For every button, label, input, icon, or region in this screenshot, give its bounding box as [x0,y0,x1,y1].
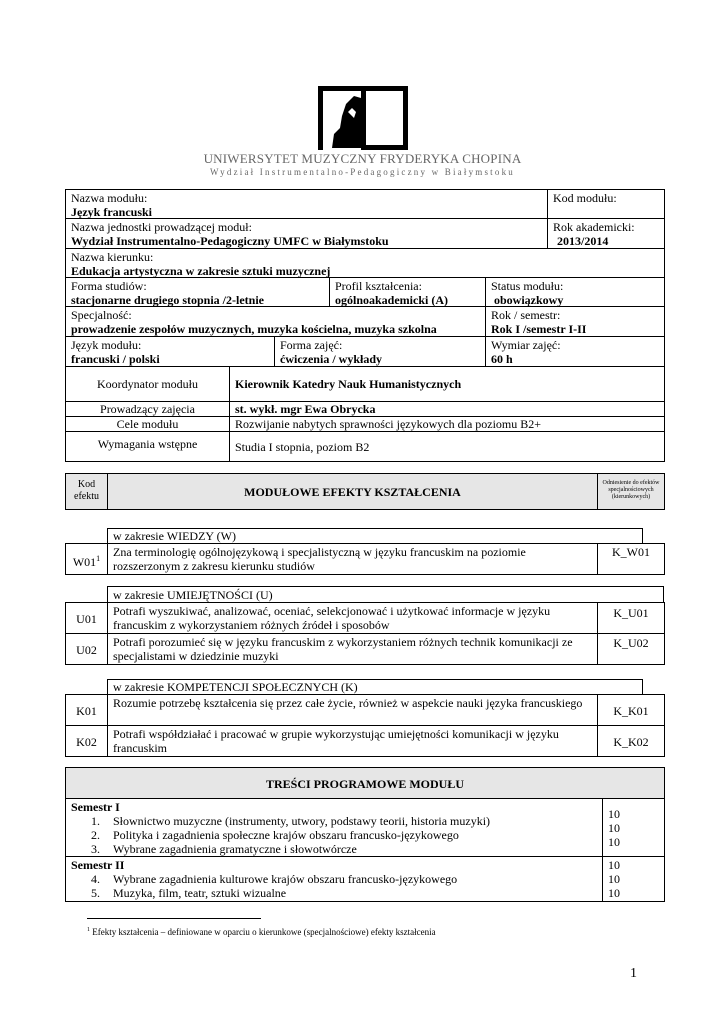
item-number: 3. [91,842,100,856]
program-title-cell [65,767,665,799]
status-value: obowiązkowy [494,293,564,307]
footnote-divider [87,918,261,919]
effects-title: MODUŁOWE EFEKTY KSZTAŁCENIA [244,485,461,499]
speciality-value: prowadzenie zespołów muzycznych, muzyka kościelna, muzyka szkolna [71,322,437,336]
semester2-label: Semestr II [71,858,125,872]
effect-text-w01-text: Zna terminologię ogólnojęzykową i specjalistyczną w języku francuskim na poziomie rozszerzonym z zakresu kierunku studiów [113,545,526,573]
effect-ref-u02 [597,633,665,665]
coordinator-value-cell [229,366,665,402]
effect-ref-u02-text: K_U02 [613,636,649,650]
teacher-value: st. wykł. mgr Ewa Obrycka [235,402,376,416]
year-semester-value: Rok I /semestr I-II [491,322,587,336]
effect-code-u02-text: U02 [76,643,97,657]
year-semester-cell [485,306,665,337]
hours-value: 10 [608,886,620,900]
academic-year-value: 2013/2014 [557,234,609,248]
effect-code-w01 [65,543,108,575]
item-number: 5. [91,886,100,900]
requirements-value: Studia I stopnia, poziom B2 [235,440,370,454]
effect-code-k02-text: K02 [76,735,97,749]
semester1-label: Semestr I [71,800,120,814]
faculty-name: Wydział Instrumentalno-Pedagogiczny w Białymstoku [210,167,515,177]
item-text: Słownictwo muzyczne (instrumenty, utwory, podstawy teorii, historia muzyki) [113,814,491,828]
hours-cell [485,336,665,367]
item-number: 1. [91,814,100,828]
hours-value: 10 [608,807,620,821]
footnote-mark: 1 [87,927,90,933]
semester2-item-4 [71,872,597,886]
module-code-cell [547,189,665,219]
effect-text-k01-text: Rozumie potrzebę kształcenia się przez całe życie, również w aspekcie nauki języka francuskiego [113,696,583,710]
profile-label: Profil kształcenia: [335,279,422,293]
effect-code-u02 [65,633,108,665]
module-code-label: Kod modułu: [553,191,617,205]
profile-value: ogólnoakademicki (A) [335,293,449,307]
academic-year-cell [547,218,665,249]
unit-cell [65,218,548,249]
effect-code-u01 [65,602,108,634]
direction-label: Nazwa kierunku: [71,250,154,264]
effect-text-k02-text: Potrafi współdziałać i pracować w grupie wykorzystując umiejętności komunikacji w języku francuskim [113,727,559,755]
effects-title-cell [107,473,598,510]
item-number: 4. [91,872,100,886]
semester1-item-3 [71,842,597,856]
coordinator-label-cell [65,366,230,402]
competences-heading-text: w zakresie KOMPETENCJI SPOŁECZNYCH (K) [113,680,358,694]
footnote [87,925,647,938]
teacher-label: Prowadzący zajęcia [100,402,195,416]
effect-ref-u01 [597,602,665,634]
study-form-label: Forma studiów: [71,279,147,293]
footnote-ref: 1 [96,554,101,563]
unit-value: Wydział Instrumentalno-Pedagogiczny UMFC w Białymstoku [71,234,389,248]
page-number: 1 [630,966,637,981]
competences-heading [107,679,643,695]
status-cell [485,277,665,307]
direction-value: Edukacja artystyczna w zakresie sztuki muzycznej [71,264,331,278]
item-text: Polityka i zagadnienia społeczne krajów obszaru francusko-językowego [113,828,459,842]
footnote-text: Efekty kształcenia – definiowane w oparciu o kierunkowe (specjalnościowe) efekty kształcenia [92,927,436,937]
skills-heading-text: w zakresie UMIEJĘTNOŚCI (U) [113,588,273,602]
effect-ref-w01 [597,543,665,575]
hours-label: Wymiar zajęć: [491,338,561,352]
profile-cell [329,277,486,307]
speciality-cell [65,306,486,337]
effect-text-u02-text: Potrafi porozumieć się w języku francuskim z wykorzystaniem różnych technik komunikacji ze specjalistami w dziedzinie muzyki [113,635,573,663]
study-form-value: stacjonarne drugiego stopnia /2-letnie [71,293,264,307]
speciality-label: Specjalność: [71,308,132,322]
semester2-cell [65,856,603,902]
item-number: 2. [91,828,100,842]
requirements-label-cell [65,431,230,462]
teacher-label-cell [65,401,230,417]
item-text: Wybrane zagadnienia gramatyczne i słowotwórcze [113,842,357,856]
goals-label-cell [65,416,230,432]
effect-ref-k02-text: K_K02 [613,735,649,749]
hours-value: 10 [608,835,620,849]
university-logo [318,86,408,150]
requirements-value-cell [229,431,665,462]
semester1-item-2 [71,828,597,842]
study-form-cell [65,277,330,307]
language-value: francuski / polski [71,352,160,366]
effect-text-k01 [107,694,598,726]
effects-ref-header-text: Odniesienie do efektów specjalnościowych (kierunkowych) [602,480,660,500]
goals-value: Rozwijanie nabytych sprawności językowych dla poziomu B2+ [235,417,542,431]
coordinator-value: Kierownik Katedry Nauk Humanistycznych [235,377,462,391]
effect-code-header-text: Kod efektu [74,479,99,502]
module-name-value: Język francuski [71,205,152,219]
effect-ref-k01-text: K_K01 [613,704,649,718]
knowledge-heading [107,528,643,544]
semester2-hours-cell [602,856,665,902]
effect-code-k01-text: K01 [76,704,97,718]
effect-ref-k01 [597,694,665,726]
requirements-label: Wymagania wstępne [97,437,198,451]
semester1-item-1 [71,814,597,828]
year-semester-label: Rok / semestr: [491,308,561,322]
hours-value: 10 [608,872,620,886]
effect-text-k02 [107,725,598,757]
class-form-value: ćwiczenia / wykłady [280,352,382,366]
effect-code-k01 [65,694,108,726]
effect-ref-w01-text: K_W01 [612,545,650,559]
language-cell [65,336,275,367]
module-name-cell [65,189,548,219]
unit-label: Nazwa jednostki prowadzącej moduł: [71,220,252,234]
item-text: Muzyka, film, teatr, sztuki wizualne [113,886,287,900]
goals-label: Cele modułu [116,417,179,431]
item-text: Wybrane zagadnienia kulturowe krajów obszaru francusko-językowego [113,872,458,886]
effects-ref-header [597,473,665,510]
hours-value: 60 h [491,352,513,366]
status-label: Status modułu: [491,279,564,293]
skills-heading [107,586,664,603]
effect-code-header [65,473,108,510]
semester1-hours-cell [602,798,665,857]
direction-cell [65,248,665,278]
effect-ref-k02 [597,725,665,757]
university-name: UNIWERSYTET MUZYCZNY FRYDERYKA CHOPINA [203,151,522,166]
effect-code-u01-text: U01 [76,612,97,626]
class-form-label: Forma zajęć: [280,338,343,352]
effect-text-u01-text: Potrafi wyszukiwać, analizować, oceniać, selekcjonować i użytkować informacje w języku francuskim z wykorzystaniem różnych źródeł i sposobów [113,604,551,632]
effect-text-u02 [107,633,598,665]
semester1-cell [65,798,603,857]
class-form-cell [274,336,486,367]
goals-value-cell [229,416,665,432]
hours-value: 10 [608,858,620,872]
effect-ref-u01-text: K_U01 [613,606,649,620]
semester2-item-5 [71,886,597,900]
academic-year-label: Rok akademicki: [553,220,635,234]
teacher-value-cell [229,401,665,417]
effect-code-w01-text: W01 [72,555,97,569]
module-name-label: Nazwa modułu: [71,191,148,205]
effect-text-w01 [107,543,598,575]
program-title: TREŚCI PROGRAMOWE MODUŁU [265,777,464,791]
knowledge-heading-text: w zakresie WIEDZY (W) [113,529,236,543]
coordinator-label: Koordynator modułu [97,377,198,391]
effect-code-k02 [65,725,108,757]
language-label: Język modułu: [71,338,142,352]
hours-value: 10 [608,821,620,835]
effect-text-u01 [107,602,598,634]
